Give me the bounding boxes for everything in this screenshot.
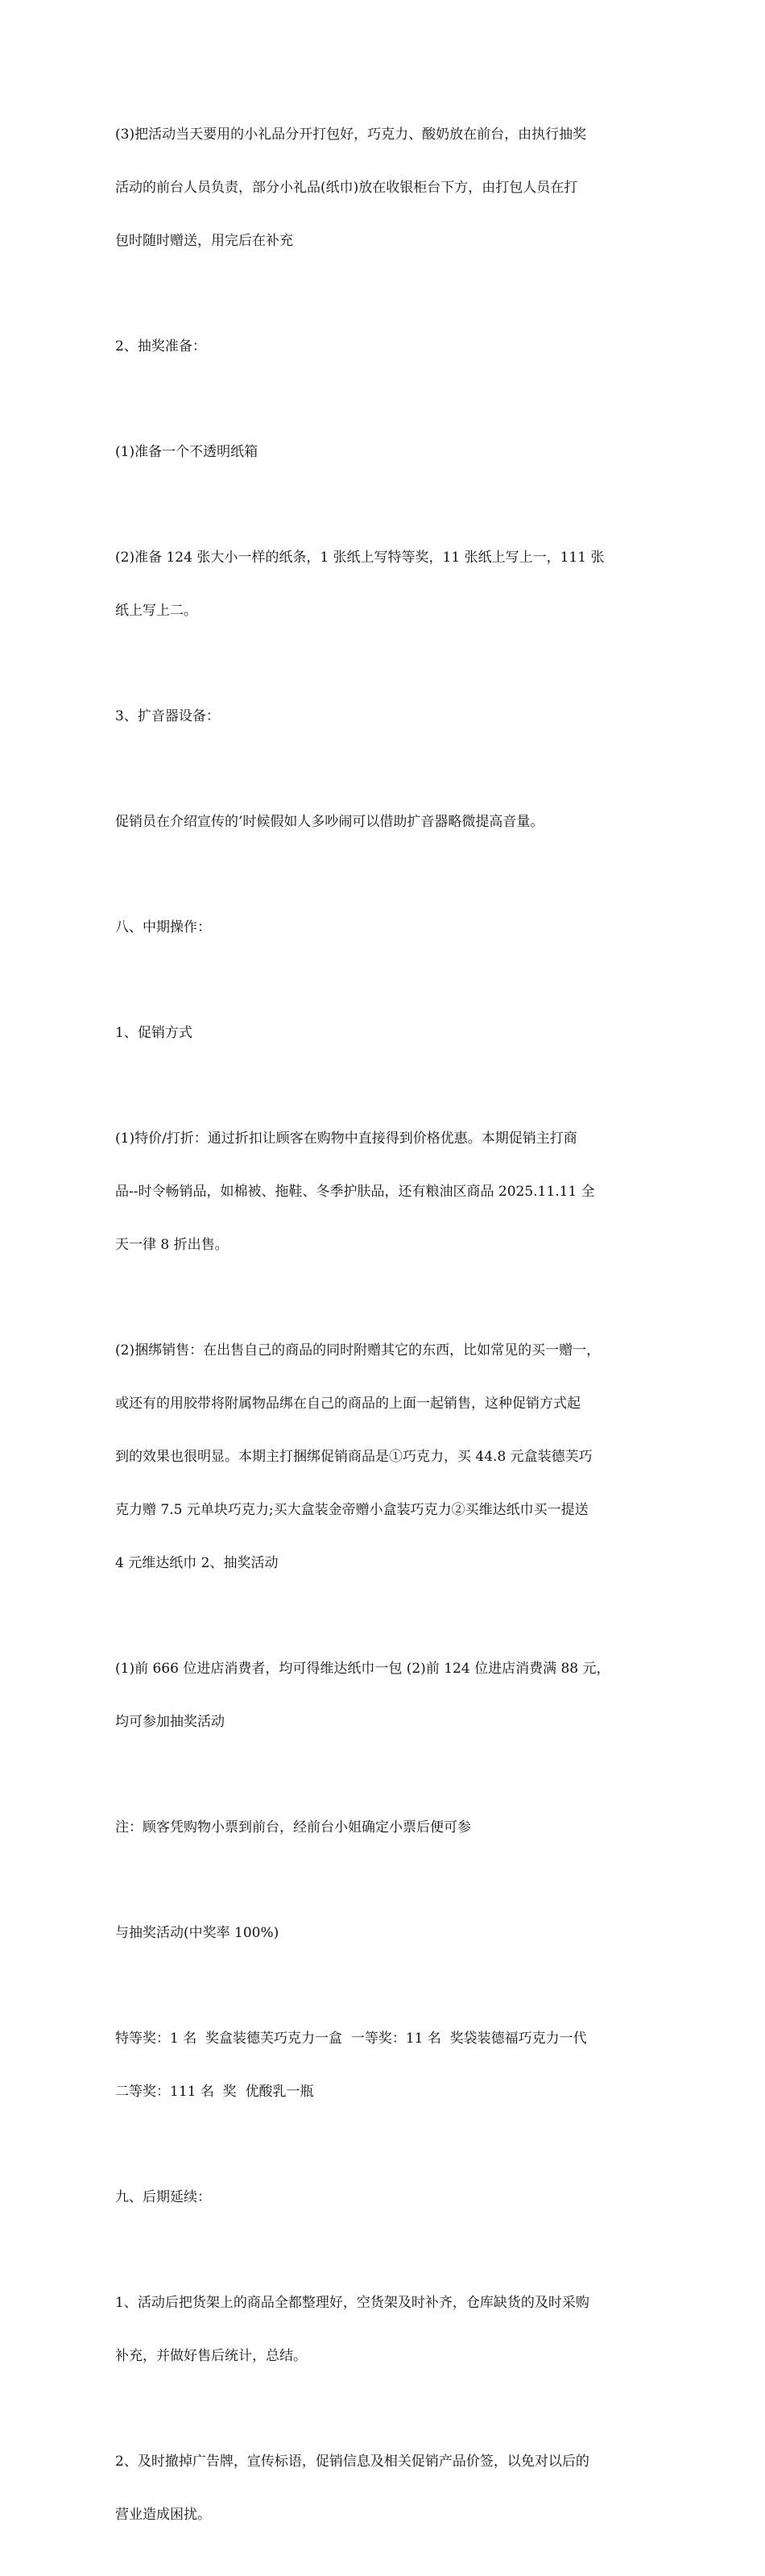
text-line: (1)准备一个不透明纸箱 bbox=[115, 444, 258, 460]
section-heading-mid-term bbox=[115, 883, 663, 972]
text-line: 包时随时赠送，用完后在补充 bbox=[115, 233, 293, 249]
text-line: 八、中期操作： bbox=[115, 919, 211, 935]
text-line: (2)准备 124 张大小一样的纸条，1 张纸上写特等奖，11 张纸上写上一，111 张 bbox=[115, 550, 605, 566]
text-line: 2、抽奖准备： bbox=[115, 338, 206, 355]
paragraph-paper-slips bbox=[115, 513, 663, 655]
text-line: (1)特价/打折：通过折扣让顾客在购物中直接得到价格优惠。本期促销主打商 bbox=[115, 1130, 577, 1147]
text-line: (1)前 666 位进店消费者，均可得维达纸巾一包 (2)前 124 位进店消费满 88 元， bbox=[115, 1661, 610, 1677]
paragraph-loudspeaker bbox=[115, 778, 663, 866]
text-line: 特等奖：1 名 奖盒装德芙巧克力一盒 一等奖：11 名 奖袋装德福巧克力一代 bbox=[115, 2031, 587, 2047]
text-line: 或还有的用胶带将附属物品绑在自己的商品的上面一起销售，这种促销方式起 bbox=[115, 1396, 581, 1412]
text-line: 与抽奖活动(中奖率 100%) bbox=[115, 1925, 279, 1941]
paragraph-discount bbox=[115, 1094, 663, 1289]
text-line: 二等奖：111 名 奖 优酸乳一瓶 bbox=[115, 2084, 314, 2100]
text-line: 促销员在介绍宣传的’时候假如人多吵闹可以借助扩音器略微提高音量。 bbox=[115, 814, 544, 830]
text-line: 注：顾客凭购物小票到前台，经前台小姐确定小票后便可参 bbox=[115, 1819, 471, 1836]
text-line: 均可参加抽奖活动 bbox=[115, 1714, 225, 1730]
text-line: 1、活动后把货架上的商品全都整理好，空货架及时补齐，仓库缺货的及时采购 bbox=[115, 2295, 589, 2311]
paragraph-note bbox=[115, 1783, 663, 1872]
paragraph-follow-up-1 bbox=[115, 2259, 663, 2400]
text-line: 品--时令畅销品，如棉被、拖鞋、冬季护肤品，还有粮油区商品 2025.11.11 全 bbox=[115, 1184, 595, 1200]
section-heading-loudspeaker bbox=[115, 672, 663, 761]
text-line: 补充，并做好售后统计，总结。 bbox=[115, 2348, 307, 2364]
section-heading-follow-up bbox=[115, 2153, 663, 2242]
text-line: 活动的前台人员负责，部分小礼品(纸巾)放在收银柜台下方，由打包人员在打 bbox=[115, 180, 578, 196]
paragraph-gift-packing bbox=[115, 90, 663, 285]
paragraph-prizes bbox=[115, 1994, 663, 2136]
text-line: (3)把活动当天要用的小礼品分开打包好，巧克力、酸奶放在前台，由执行抽奖 bbox=[115, 127, 587, 143]
text-line: 纸上写上二。 bbox=[115, 603, 197, 619]
text-line: 九、后期延续： bbox=[115, 2189, 211, 2205]
text-line: 4 元维达纸巾 2、抽奖活动 bbox=[115, 1555, 279, 1571]
paragraph-win-rate bbox=[115, 1889, 663, 1977]
paragraph-bundle-sale bbox=[115, 1306, 663, 1607]
text-line: 天一律 8 折出售。 bbox=[115, 1237, 229, 1253]
text-line: (2)捆绑销售：在出售自己的商品的同时附赠其它的东西，比如常见的买一赠一， bbox=[115, 1342, 601, 1359]
text-line: 3、扩音器设备： bbox=[115, 708, 220, 724]
paragraph-first-customers bbox=[115, 1624, 663, 1766]
text-line: 2、及时撤掉广告牌，宣传标语，促销信息及相关促销产品价签，以免对以后的 bbox=[115, 2454, 589, 2470]
text-line: 营业造成困扰。 bbox=[115, 2507, 211, 2523]
text-line: 克力赠 7.5 元单块巧克力;买大盒装金帝赠小盒装巧克力②买维达纸巾买一提送 bbox=[115, 1502, 589, 1518]
text-line: 到的效果也很明显。本期主打捆绑促销商品是①巧克力，买 44.8 元盒装德芙巧 bbox=[115, 1449, 593, 1465]
section-heading-lottery-prep bbox=[115, 302, 663, 391]
section-heading-promotion-method bbox=[115, 989, 663, 1077]
paragraph-follow-up-2 bbox=[115, 2417, 663, 2559]
document-page bbox=[115, 90, 663, 2576]
text-line: 1、促销方式 bbox=[115, 1025, 192, 1041]
paragraph-paper-box bbox=[115, 408, 663, 496]
